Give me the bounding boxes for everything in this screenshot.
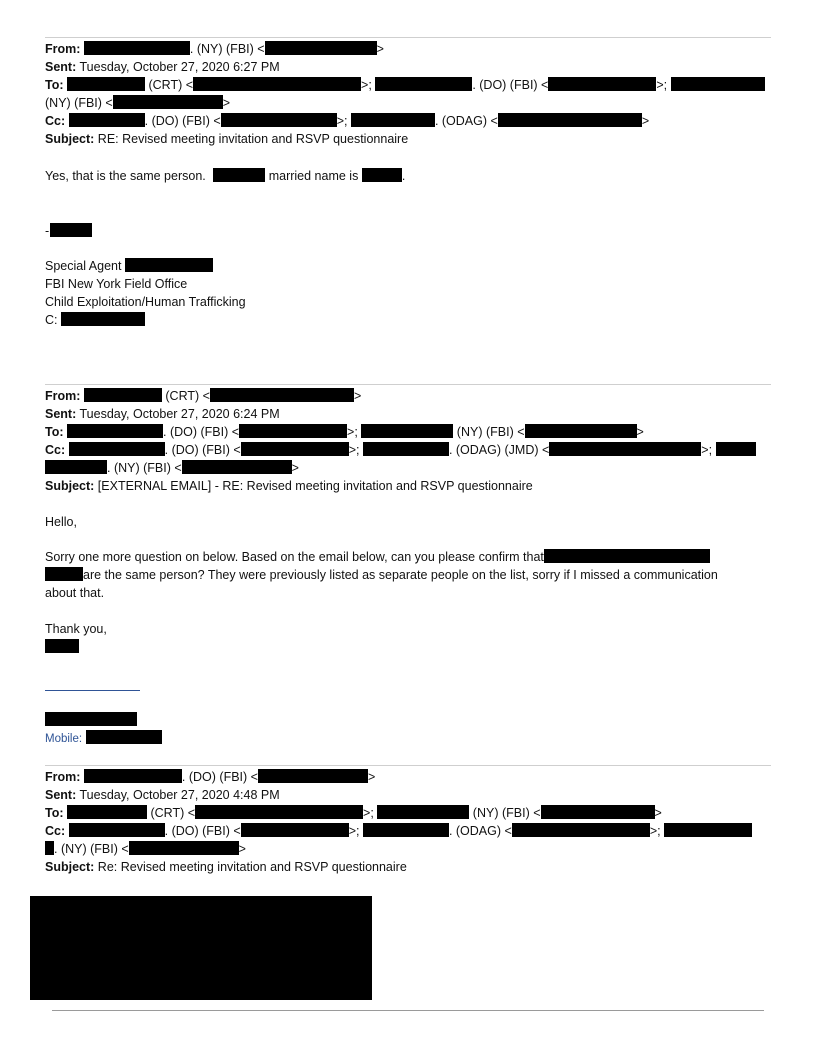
email1-cc-text: . (ODAG) <: [434, 114, 498, 128]
email1-to-line2: [45, 95, 230, 112]
redaction: [241, 442, 349, 456]
subject-label: Subject:: [45, 479, 95, 493]
email2-sent-date: Tuesday, October 27, 2020 6:24 PM: [79, 407, 280, 421]
redaction: [67, 424, 163, 438]
redaction: [45, 841, 54, 855]
redaction: [265, 41, 377, 55]
subject-label: Subject:: [45, 860, 95, 874]
email2-cc-text: . (NY) (FBI) <: [107, 461, 182, 475]
email2-from-line: [45, 388, 361, 405]
email2-cc-line: [45, 442, 756, 459]
email2-subject: [EXTERNAL EMAIL] - RE: Revised meeting invitation and RSVP questionnaire: [97, 479, 533, 493]
email2-sig-mobile: [45, 730, 162, 747]
email2-greeting: Hello,: [45, 515, 77, 529]
separator: >;: [361, 78, 372, 92]
email1-sig-unit: Child Exploitation/Human Trafficking: [45, 295, 246, 309]
redaction: [241, 823, 349, 837]
page-footer-rule: [52, 1010, 764, 1011]
email2-body-line1: [45, 549, 710, 566]
from-label: From:: [45, 770, 81, 784]
sent-label: Sent:: [45, 407, 77, 421]
to-label: To:: [45, 425, 64, 439]
body-text: Sorry one more question on below. Based on the email below, can you please confirm that: [45, 550, 544, 564]
email3-from-text: . (DO) (FBI) <: [181, 770, 258, 784]
to-label: To:: [45, 78, 64, 92]
email1-body: [45, 168, 405, 185]
email2-to-line: [45, 424, 644, 441]
email1-sig-title: [45, 258, 213, 275]
email3-to-line: [45, 805, 662, 822]
redaction: [193, 77, 361, 91]
email1-to-text: (CRT) <: [148, 78, 194, 92]
email1-subject: RE: Revised meeting invitation and RSVP questionnaire: [97, 132, 409, 146]
bracket: >: [238, 842, 246, 856]
body-text: are the same person? They were previously listed as separate people on the list, sorry if I missed a communication: [83, 568, 718, 582]
email1-from-text: . (NY) (FBI) <: [189, 42, 265, 56]
body-text: .: [401, 169, 406, 183]
redaction: [195, 805, 363, 819]
email3-cc-text: . (NY) (FBI) <: [54, 842, 129, 856]
bracket: >: [641, 114, 650, 128]
sent-label: Sent:: [45, 60, 77, 74]
redaction: [258, 769, 368, 783]
bracket: >: [353, 389, 362, 403]
large-redaction-block: [30, 896, 372, 1000]
redaction: [239, 424, 347, 438]
email3-sent-line: [45, 787, 280, 804]
cc-label: Cc:: [45, 443, 66, 457]
email2-to-text: . (DO) (FBI) <: [163, 425, 240, 439]
email2-cc-line2: [45, 460, 299, 477]
redaction: [664, 823, 752, 837]
bracket: >: [376, 42, 384, 56]
redaction: [45, 460, 107, 474]
email2-sent-line: [45, 406, 280, 423]
email1-cc-line: [45, 113, 649, 130]
redaction: [548, 77, 656, 91]
email3-cc-line: [45, 823, 752, 840]
email1-cc-text: . (DO) (FBI) <: [144, 114, 221, 128]
email2-thanks: Thank you,: [45, 622, 107, 636]
email2-sender-sig: [45, 639, 79, 656]
separator: >;: [656, 78, 668, 92]
email3-subject: Re: Revised meeting invitation and RSVP questionnaire: [97, 860, 407, 874]
email-separator: [45, 384, 771, 385]
subject-label: Subject:: [45, 132, 95, 146]
separator: >;: [347, 425, 358, 439]
redaction: [362, 168, 402, 182]
redaction: [125, 258, 213, 272]
redaction: [716, 442, 756, 456]
bracket: >: [367, 770, 376, 784]
redaction: [512, 823, 650, 837]
redaction: [363, 442, 449, 456]
redaction: [45, 567, 83, 581]
cc-label: Cc:: [45, 114, 66, 128]
redaction: [213, 168, 265, 182]
redaction: [61, 312, 145, 326]
email-separator: [45, 37, 771, 38]
bracket: >: [654, 806, 662, 820]
bracket: >: [291, 461, 299, 475]
email2-to-text: (NY) (FBI) <: [456, 425, 525, 439]
email3-subject-line: [45, 859, 407, 876]
redaction: [84, 41, 190, 55]
redaction: [67, 805, 147, 819]
email3-to-text: (CRT) <: [150, 806, 196, 820]
redaction: [67, 77, 145, 91]
redaction: [86, 730, 162, 744]
cc-label: Cc:: [45, 824, 66, 838]
redaction: [45, 639, 79, 653]
email-separator: [45, 765, 771, 766]
separator: >;: [649, 824, 661, 838]
redaction: [544, 549, 710, 563]
redaction: [84, 388, 162, 402]
separator: >;: [363, 806, 374, 820]
email2-from-text: (CRT) <: [165, 389, 210, 403]
from-label: From:: [45, 42, 81, 56]
redaction: [182, 460, 292, 474]
signature-divider-link: [45, 690, 140, 691]
redaction: [84, 769, 182, 783]
from-label: From:: [45, 389, 81, 403]
redaction: [221, 113, 337, 127]
redaction: [210, 388, 354, 402]
email3-from-line: [45, 769, 375, 786]
redaction: [69, 113, 145, 127]
redaction: [525, 424, 637, 438]
redaction: [351, 113, 435, 127]
body-text: Yes, that is the same person.: [45, 169, 206, 183]
redaction: [69, 823, 165, 837]
email1-sent-line: [45, 59, 280, 76]
email3-cc-text: . (DO) (FBI) <: [164, 824, 241, 838]
bracket: >: [222, 96, 231, 110]
bracket: >: [636, 425, 644, 439]
redaction: [45, 712, 137, 726]
redaction: [50, 223, 92, 237]
redaction: [375, 77, 472, 91]
body-text: married name is: [268, 169, 359, 183]
redaction: [377, 805, 469, 819]
redaction: [69, 442, 165, 456]
redaction: [363, 823, 449, 837]
email3-to-text: (NY) (FBI) <: [472, 806, 541, 820]
email1-signature-dash: [45, 223, 92, 240]
email1-sent-date: Tuesday, October 27, 2020 6:27 PM: [79, 60, 280, 74]
redaction: [671, 77, 765, 91]
email1-to-text: (NY) (FBI) <: [45, 96, 113, 110]
email1-to-line: [45, 77, 765, 94]
email2-body-line3: about that.: [45, 586, 105, 600]
email2-cc-text: . (ODAG) (JMD) <: [448, 443, 550, 457]
separator: >;: [348, 824, 360, 838]
email1-subject-line: [45, 131, 408, 148]
email3-cc-line2: [45, 841, 246, 858]
email1-sig-office: FBI New York Field Office: [45, 277, 188, 291]
separator: >;: [336, 114, 348, 128]
sig-cell-label: C:: [45, 313, 58, 327]
email1-from-line: [45, 41, 384, 58]
redaction: [129, 841, 239, 855]
email1-to-text: . (DO) (FBI) <: [472, 78, 549, 92]
sig-dash: -: [45, 224, 50, 238]
redaction: [113, 95, 223, 109]
email2-subject-line: [45, 478, 533, 495]
email1-sig-cell: [45, 312, 145, 329]
mobile-label: Mobile:: [45, 733, 83, 745]
to-label: To:: [45, 806, 64, 820]
email3-sent-date: Tuesday, October 27, 2020 4:48 PM: [79, 788, 280, 802]
separator: >;: [348, 443, 360, 457]
email2-body-line2: [45, 567, 718, 584]
email3-cc-text: . (ODAG) <: [448, 824, 512, 838]
redaction: [361, 424, 453, 438]
sig-title: Special Agent: [45, 259, 122, 273]
redaction: [549, 442, 701, 456]
redaction: [498, 113, 642, 127]
email2-cc-text: . (DO) (FBI) <: [164, 443, 241, 457]
separator: >;: [701, 443, 713, 457]
email2-sig-name: [45, 712, 137, 729]
redaction: [541, 805, 655, 819]
sent-label: Sent:: [45, 788, 77, 802]
